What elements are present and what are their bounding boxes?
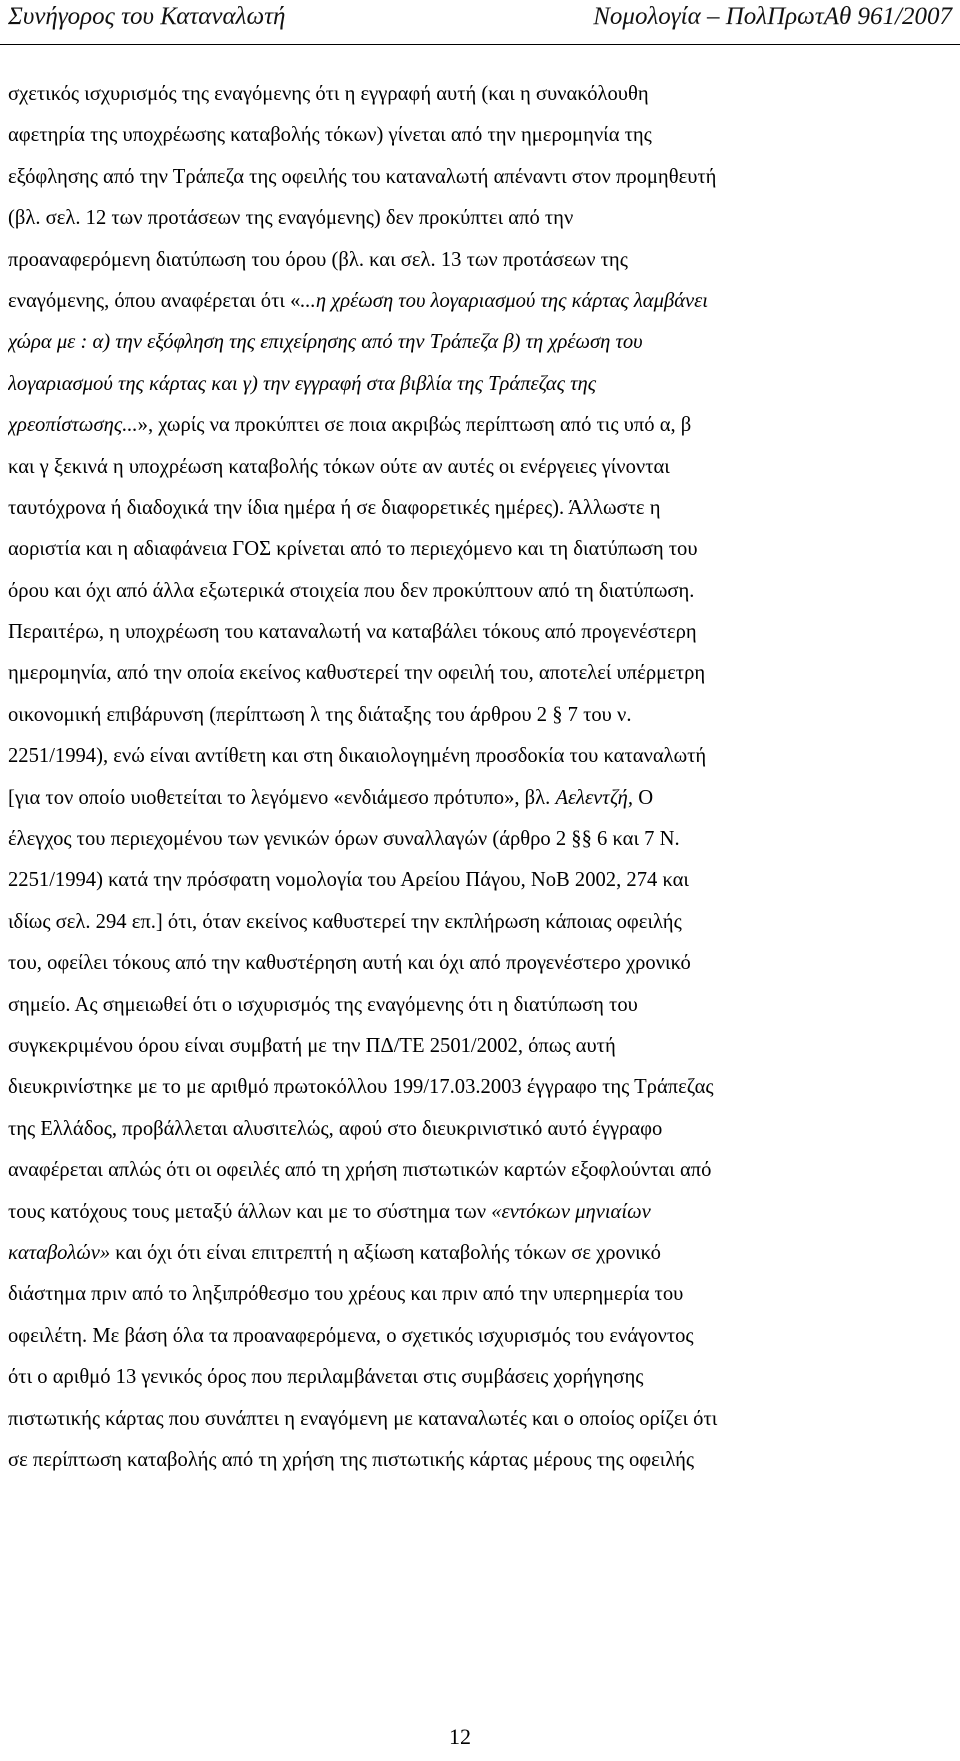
text-line: αοριστία και η αδιαφάνεια ΓΟΣ κρίνεται από το περιεχόμενο και τη διατύπωση του — [8, 538, 698, 561]
text-line: (βλ. σελ. 12 των προτάσεων της εναγόμενης) δεν προκύπτει από την — [8, 207, 574, 230]
text-line: οικονομική επιβάρυνση (περίπτωση λ της διάταξης του άρθρου 2 § 7 του ν. — [8, 703, 632, 726]
header-title-left: Συνήγορος του Καταναλωτή — [8, 3, 286, 30]
text-line: 2251/1994) κατά την πρόσφατη νομολογία του Αρείου Πάγου, ΝοΒ 2002, 274 και — [8, 869, 689, 892]
text-line: προαναφερόμενη διατύπωση του όρου (βλ. και σελ. 13 των προτάσεων της — [8, 248, 628, 271]
text-line — [8, 364, 954, 405]
text-line: οφειλέτη. Με βάση όλα τα προαναφερόμενα, ο σχετικός ισχυρισμός του ενάγοντος — [8, 1324, 694, 1347]
quote-italic: χρεοπίστωσης... — [8, 414, 138, 437]
text-line: εξόφλησης από την Τράπεζα της οφειλής του καταναλωτή απέναντι στον προμηθευτή — [8, 165, 717, 188]
text-line: τους κατόχους τους μεταξύ άλλων και με το σύστημα των «εντόκων μηνιαίων — [8, 1200, 651, 1223]
text-line: αφετηρία της υποχρέωσης καταβολής τόκων) γίνεται από την ημερομηνία της — [8, 124, 652, 147]
text-line: συγκεκριμένου όρου είναι συμβατή με την ΠΔ/ΤΕ 2501/2002, όπως αυτή — [8, 1034, 616, 1057]
text-line: 2251/1994), ενώ είναι αντίθετη και στη δικαιολογημένη προσδοκία του καταναλωτή — [8, 745, 707, 768]
text-line: αναφέρεται απλώς ότι οι οφειλές από τη χρήση πιστωτικών καρτών εξοφλούνται από — [8, 1159, 712, 1182]
text-line: διάστημα πριν από το ληξιπρόθεσμο του χρέους και πριν από την υπερημερία του — [8, 1283, 684, 1306]
text-line: ταυτόχρονα ή διαδοχικά την ίδια ημέρα ή σε διαφορετικές ημέρες). Άλλωστε η — [8, 496, 661, 519]
quote-italic: «εντόκων μηνιαίων — [491, 1200, 651, 1223]
text-line: έλεγχος του περιεχομένου των γενικών όρων συναλλαγών (άρθρο 2 §§ 6 και 7 Ν. — [8, 828, 680, 851]
text-line: καταβολών» και όχι ότι είναι επιτρεπτή η αξίωση καταβολής τόκων σε χρονικό — [8, 1241, 661, 1264]
page-number: 12 — [449, 1724, 471, 1749]
text-line: σχετικός ισχυρισμός της εναγόμενης ότι η εγγραφή αυτή (και η συνακόλουθη — [8, 83, 649, 105]
quote-italic: λογαριασμού της κάρτας και γ) την εγγραφή στα βιβλία της Τράπεζας της — [8, 372, 597, 395]
text-line: του, οφείλει τόκους από την καθυστέρηση αυτή και όχι από προγενέστερο χρονικό — [8, 952, 691, 975]
header-title-right: Νομολογία – ΠολΠρωτΑθ 961/2007 — [593, 3, 952, 30]
header-rule — [0, 44, 960, 45]
text-line: χρεοπίστωσης...», χωρίς να προκύπτει σε ποια ακριβώς περίπτωση από τις υπό α, β — [8, 414, 692, 437]
text-line — [8, 322, 954, 363]
text-line: πιστωτικής κάρτας που συνάπτει η εναγόμενη με καταναλωτές και ο οποίος ορίζει ότι — [8, 1407, 718, 1430]
text-line: σε περίπτωση καταβολής από τη χρήση της πιστωτικής κάρτας μέρους της οφειλής — [8, 1448, 695, 1471]
text-line: ημερομηνία, από την οποία εκείνος καθυστερεί την οφειλή του, αποτελεί υπέρμετρη — [8, 662, 706, 685]
text-line: Περαιτέρω, η υποχρέωση του καταναλωτή να καταβάλει τόκους από προγενέστερη — [8, 621, 697, 644]
text-line: σημείο. Ας σημειωθεί ότι ο ισχυρισμός της εναγόμενης ότι η διατύπωση του — [8, 993, 638, 1016]
text-line: όρου και όχι από άλλα εξωτερικά στοιχεία που δεν προκύπτουν από τη διατύπωση. — [8, 579, 695, 602]
text-line: εναγόμενης, όπου αναφέρεται ότι «...η χρέωση του λογαριασμού της κάρτας λαμβάνει — [8, 289, 708, 312]
text-line: και γ ξεκινά η υποχρέωση καταβολής τόκων ούτε αν αυτές οι ενέργειες γίνονται — [8, 455, 670, 478]
text-line: ότι ο αριθμό 13 γενικός όρος που περιλαμβάνεται στις συμβάσεις χορήγησης — [8, 1366, 644, 1389]
document-body — [8, 74, 954, 1481]
text-line: διευκρινίστηκε με το με αριθμό πρωτοκόλλου 199/17.03.2003 έγγραφο της Τράπεζας — [8, 1076, 714, 1099]
quote-italic: χώρα με : α) την εξόφληση της επιχείρησης από την Τράπεζα β) τη χρέωση του — [8, 331, 643, 354]
text-line: ιδίως σελ. 294 επ.] ότι, όταν εκείνος καθυστερεί την εκπλήρωση κάποιας οφειλής — [8, 910, 682, 933]
quote-italic: ...η χρέωση του λογαριασμού της κάρτας λαμβάνει — [300, 289, 708, 312]
page-header — [0, 0, 960, 44]
text-line: της Ελλάδος, προβάλλεται αλυσιτελώς, αφού στο διευκρινιστικό αυτό έγγραφο — [8, 1117, 663, 1140]
quote-italic: καταβολών» — [8, 1241, 111, 1264]
author-italic: Αελεντζή, — [555, 786, 634, 809]
text-line: [για τον οποίο υιοθετείται το λεγόμενο «ενδιάμεσο πρότυπο», βλ. Αελεντζή, Ο — [8, 786, 654, 809]
